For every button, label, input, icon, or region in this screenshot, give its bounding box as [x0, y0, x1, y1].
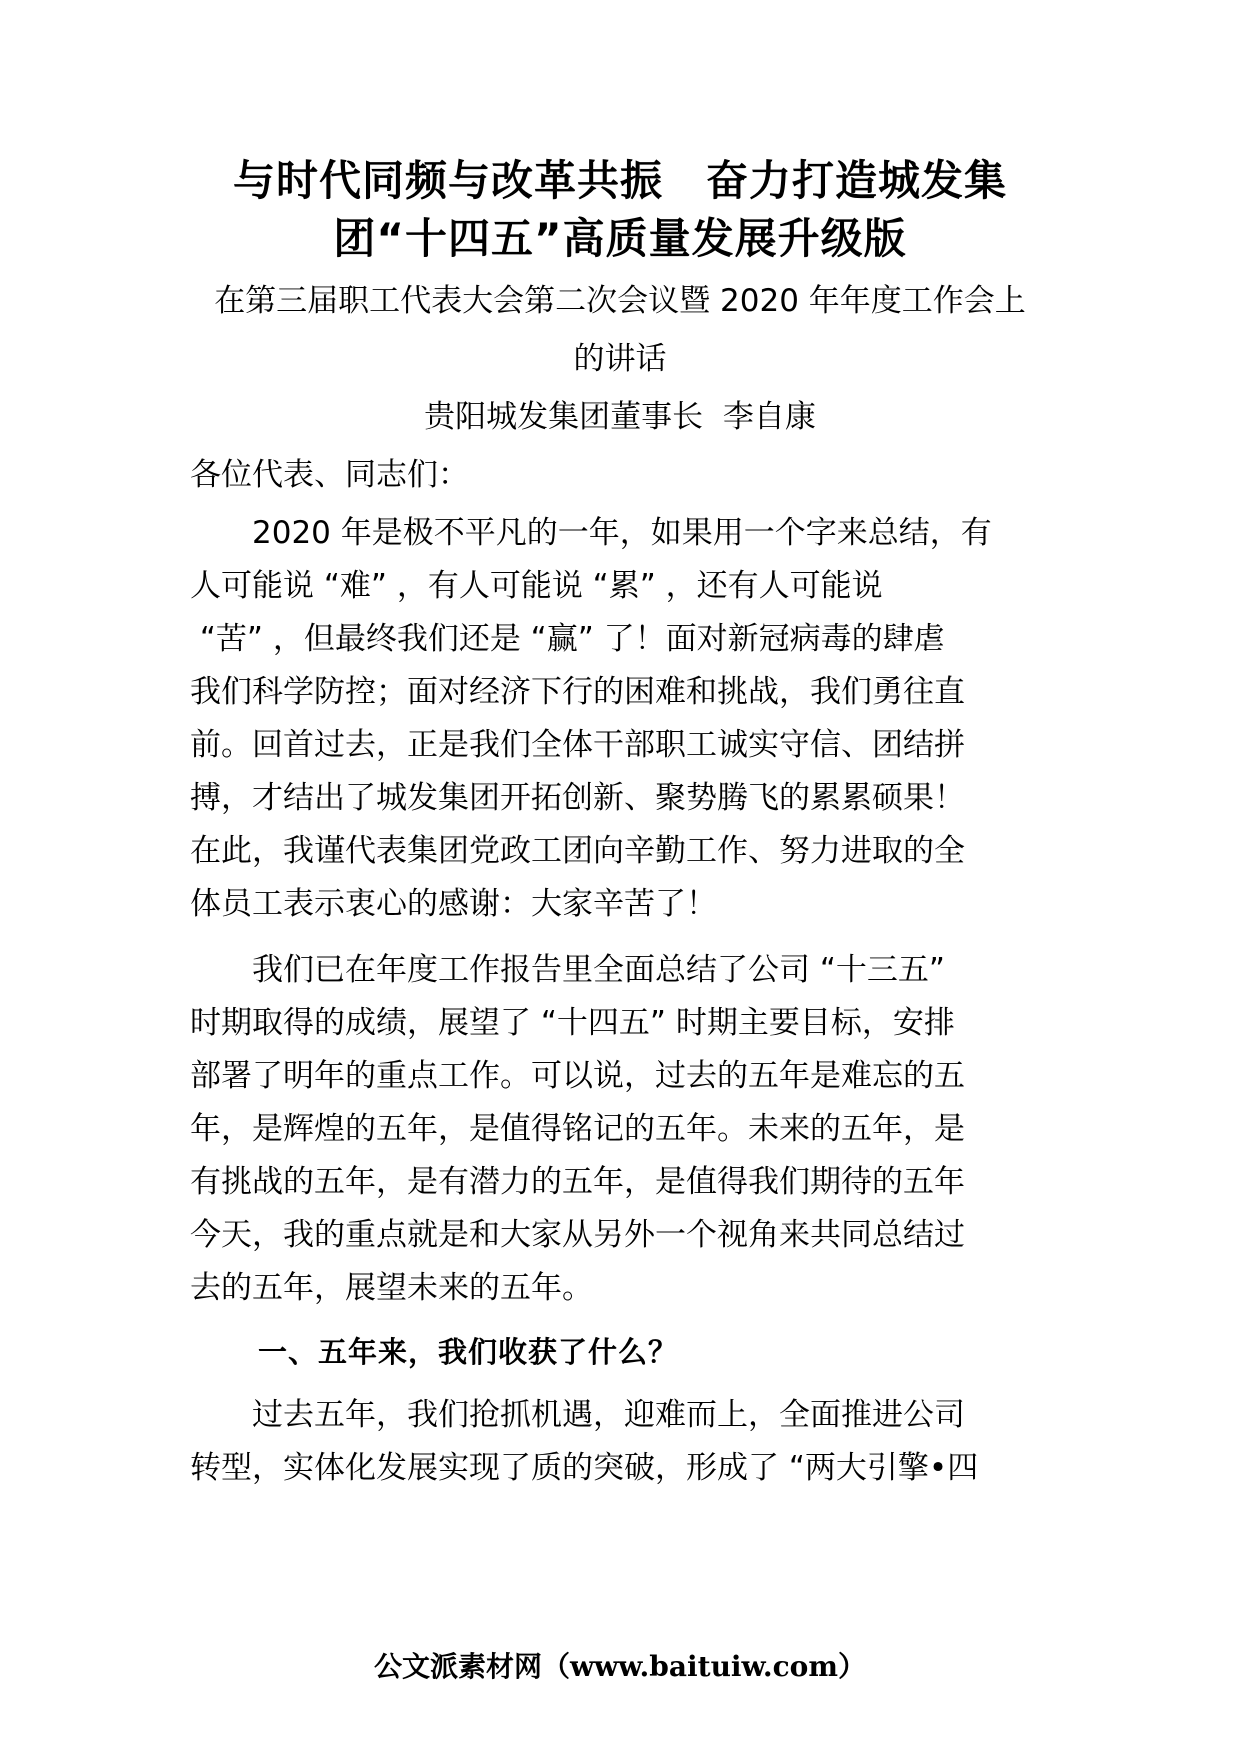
paragraph-3-line: 转型，实体化发展实现了质的突破，形成了 “两大引擎•四: [190, 1450, 979, 1486]
paragraph-1-line: 搏，才结出了城发集团开拓创新、聚势腾飞的累累硕果！: [190, 780, 965, 816]
section-heading: 一、五年来，我们收获了什么？: [258, 1335, 679, 1369]
salutation: 各位代表、同志们：: [190, 457, 469, 493]
paragraph-1-line: 体员工表示衷心的感谢：大家辛苦了！: [190, 886, 717, 922]
paragraph-1-line: 在此，我谨代表集团党政工团向辛勤工作、努力进取的全: [190, 833, 965, 869]
paragraph-2-line: 去的五年，展望未来的五年。: [190, 1270, 593, 1306]
paragraph-2-line: 部署了明年的重点工作。可以说，过去的五年是难忘的五: [190, 1058, 965, 1094]
paragraph-2-line: 我们已在年度工作报告里全面总结了公司 “十三五”: [190, 952, 945, 988]
paragraph-1-line: 人可能说 “难” ，有人可能说 “累” ，还有人可能说: [190, 568, 883, 604]
paragraph-2-line: 有挑战的五年，是有潜力的五年，是值得我们期待的五年: [190, 1164, 965, 1200]
paragraph-2-line: 时期取得的成绩，展望了 “十四五” 时期主要目标，安排: [190, 1005, 955, 1041]
paragraph-2-line: 年，是辉煌的五年，是值得铭记的五年。未来的五年，是: [190, 1111, 965, 1147]
author-line: 贵阳城发集团董事长 李自康: [424, 399, 816, 435]
document-title-line-1: 与时代同频与改革共振 奋力打造城发集: [232, 156, 1007, 205]
paragraph-2-line: 今天，我的重点就是和大家从另外一个视角来共同总结过: [190, 1217, 965, 1253]
footer-watermark: 公文派素材网（www.baituiw.com）: [374, 1650, 866, 1683]
paragraph-1-line: 我们科学防控；面对经济下行的困难和挑战，我们勇往直: [190, 674, 965, 710]
paragraph-1-line: 前。回首过去，正是我们全体干部职工诚实守信、团结拼: [190, 727, 965, 763]
document-title-line-2: 团“十四五”高质量发展升级版: [333, 214, 907, 263]
document-subtitle-line-2: 的讲话: [573, 341, 667, 377]
paragraph-3-line: 过去五年，我们抢抓机遇，迎难而上，全面推进公司: [190, 1397, 965, 1433]
document-subtitle-line-1: 在第三届职工代表大会第二次会议暨 2020 年年度工作会上: [214, 283, 1026, 319]
paragraph-1-line: “苦” ，但最终我们还是 “赢” 了！面对新冠病毒的肆虐: [190, 621, 945, 657]
paragraph-1-line: 2020 年是极不平凡的一年，如果用一个字来总结，有: [190, 515, 992, 551]
